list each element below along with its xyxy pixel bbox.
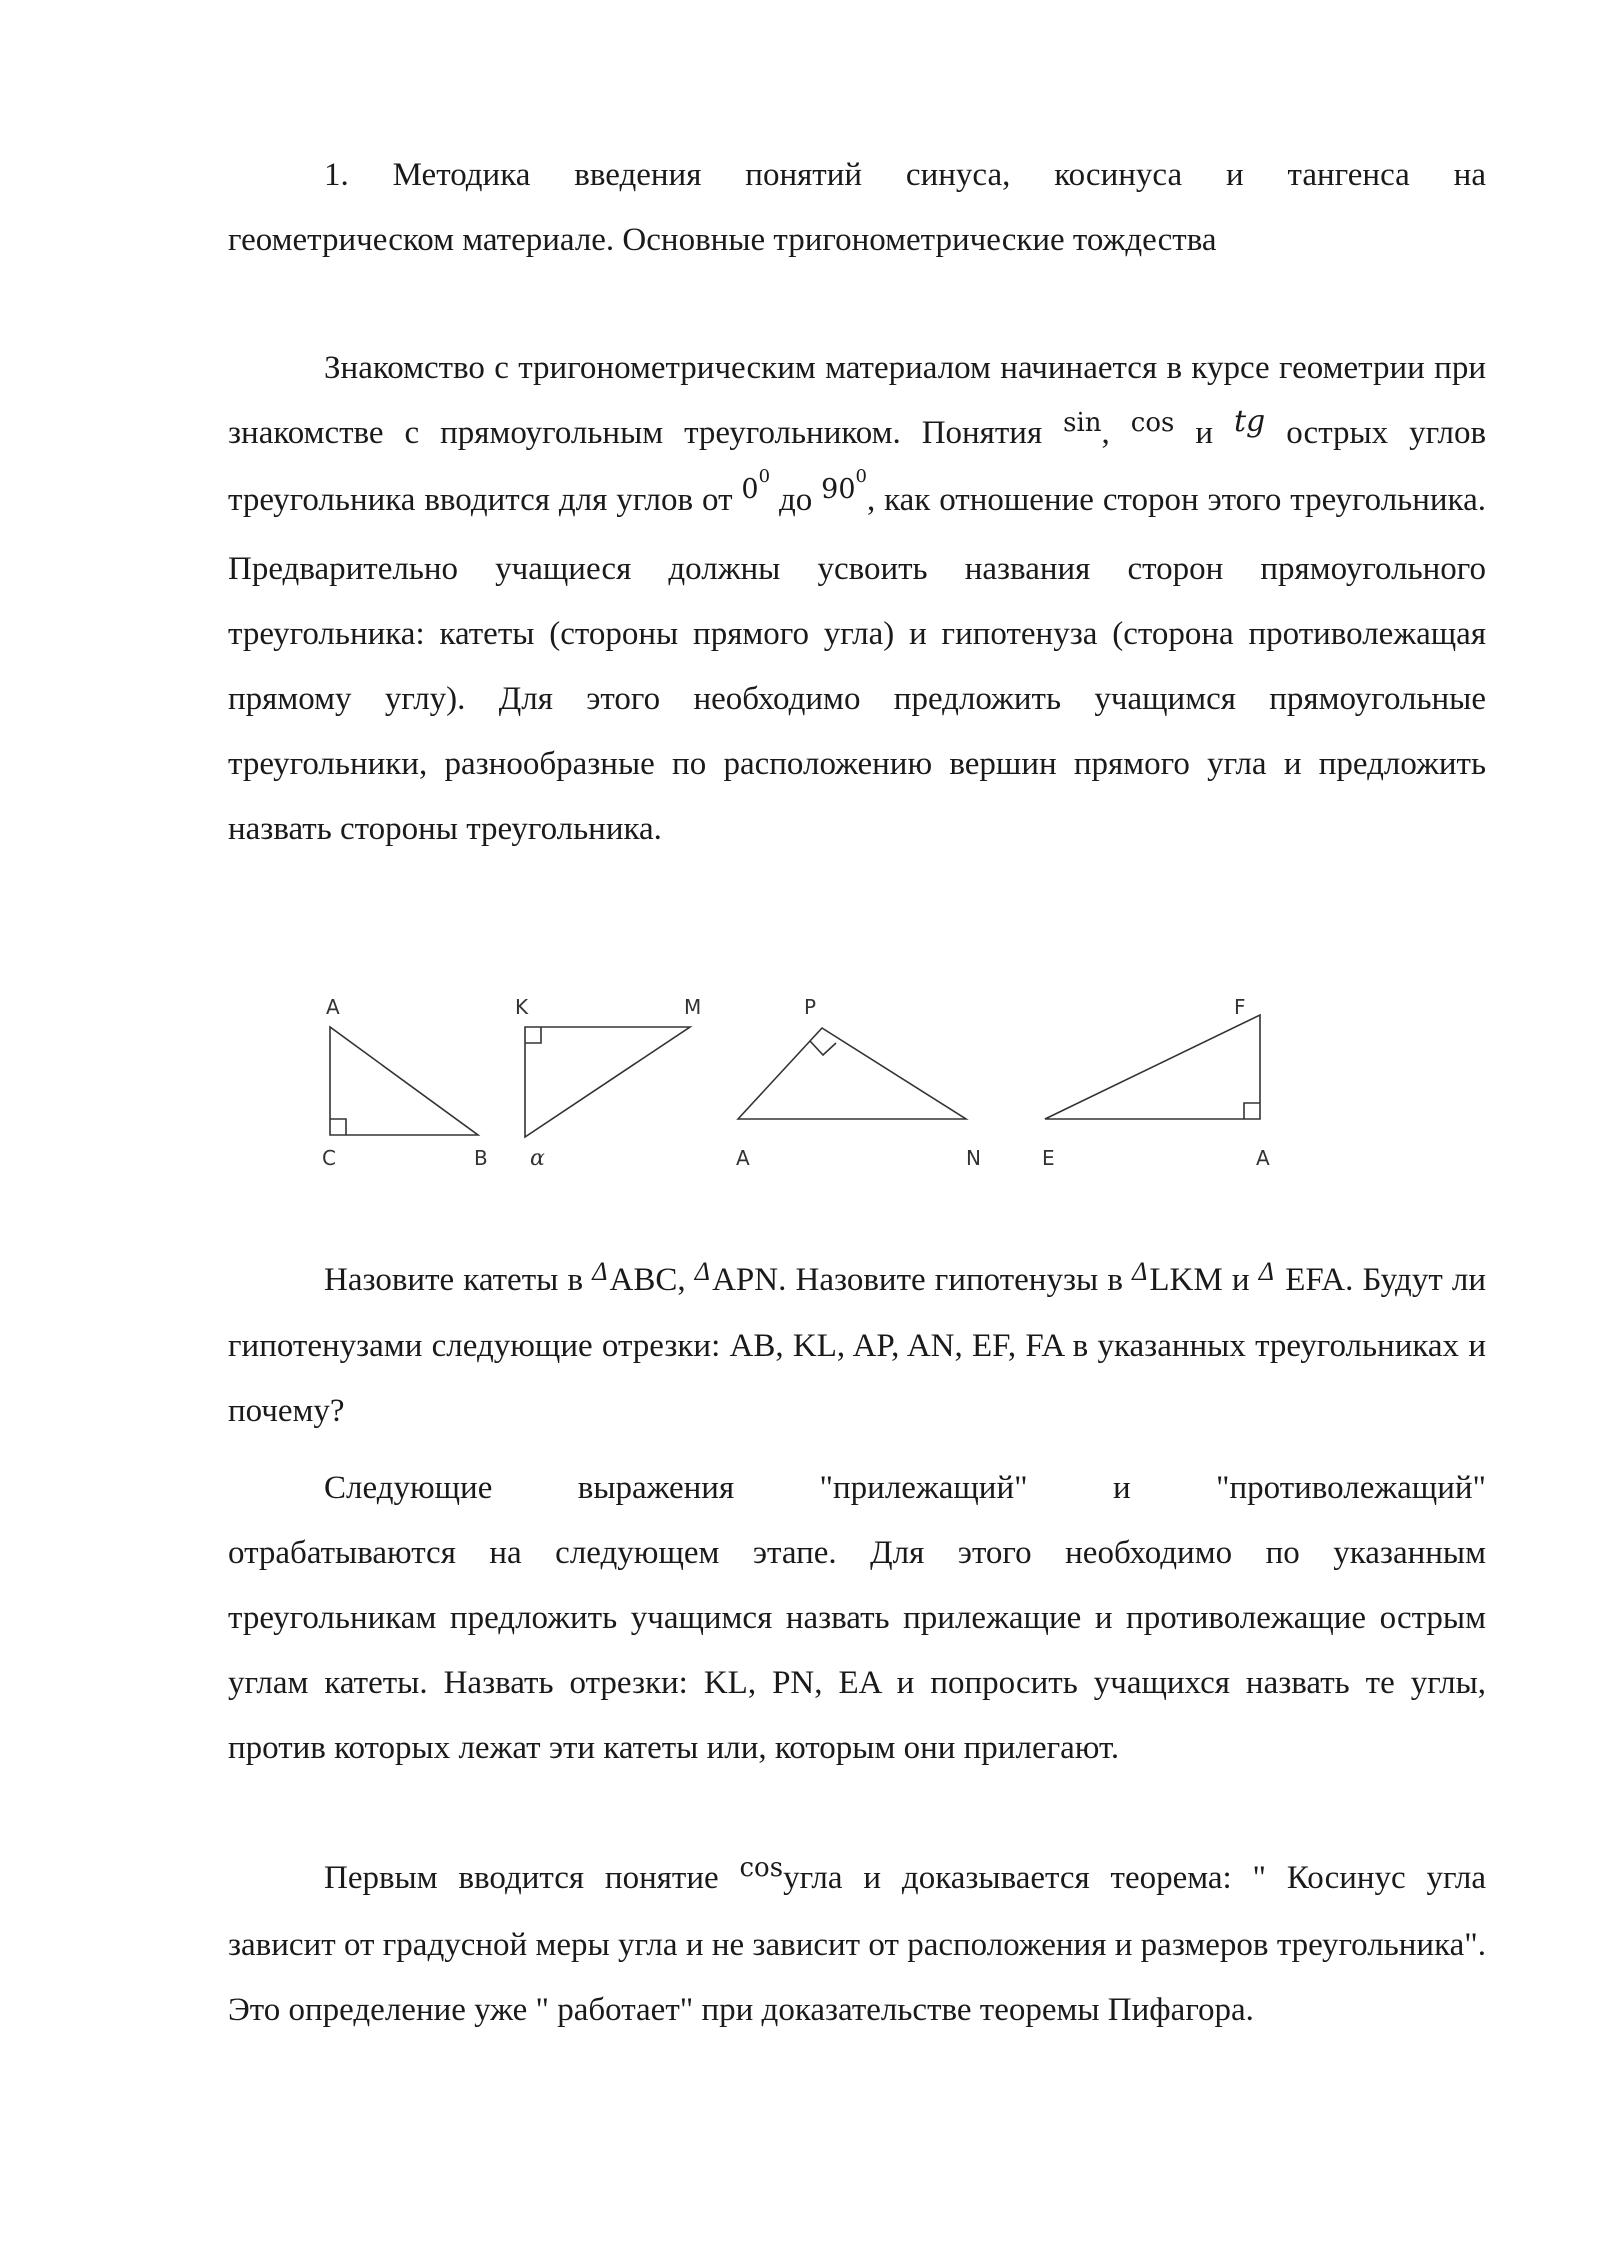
angle-to-value: 90 xyxy=(821,474,856,505)
label-a2: A xyxy=(736,1146,750,1170)
angle-from-value: 0 xyxy=(741,474,759,505)
cosine-text-2: угла и доказывается теорема: " Косинус угла зависит от градусной меры угла и не зависит от расположения и размеров треугольника". Это определение уже " работает" при доказательстве теоремы Пифагора. xyxy=(228,1860,1487,2028)
cos-function-2: cos xyxy=(739,1853,784,1883)
angle-from xyxy=(741,466,771,505)
triangle-klm xyxy=(525,1027,690,1137)
adjacent-text: отрабатываются на следующем этапе. Для этого необходимо по указанным треугольникам предложить учащимся назвать прилежащие и противолежащие острым углам катеты. Назвать отрезки: KL, PN, EA и попросить учащихся назвать те углы, против которых лежат эти катеты или, которым они прилегают. xyxy=(228,1535,1486,1766)
right-angle-mark-a xyxy=(1244,1103,1260,1119)
triangle-symbol: Δ xyxy=(592,1257,608,1286)
triangles-figure xyxy=(300,985,1300,1185)
question-apn: APN. Назовите гипотенузы в xyxy=(712,1262,1123,1298)
heading-line-1 xyxy=(228,143,1486,208)
label-m: M xyxy=(684,995,702,1019)
question-abc: ABC, xyxy=(609,1262,686,1298)
triangle-apn xyxy=(738,1028,966,1119)
cosine-paragraph xyxy=(228,1846,1486,2043)
question-lkm: LKM и xyxy=(1149,1262,1250,1298)
heading-line-1-text: 1. Методика введения понятий синуса, косинуса и тангенса на xyxy=(324,157,1486,193)
triangle-symbol: Δ xyxy=(1258,1257,1274,1286)
degree-superscript: 0 xyxy=(855,466,867,487)
heading-line-2 xyxy=(228,208,1486,273)
intro-text-1: Знакомство с тригонометрическим материалом начинается в курсе геометрии при знакомстве с прямоугольным треугольником. Понятия xyxy=(228,350,1486,451)
right-angle-mark-c xyxy=(330,1119,346,1135)
intro-to: до xyxy=(778,482,813,518)
label-f: F xyxy=(1234,995,1246,1019)
right-angle-mark-p xyxy=(810,1041,836,1055)
question-paragraph xyxy=(228,1248,1486,1444)
intro-and: и xyxy=(1195,415,1213,451)
intro-paragraph xyxy=(228,336,1486,862)
label-alpha: α xyxy=(530,1146,545,1171)
triangles-svg xyxy=(300,985,1300,1185)
angle-to xyxy=(821,466,867,505)
right-angle-mark-k xyxy=(525,1027,541,1043)
label-n: N xyxy=(966,1146,981,1170)
label-b: B xyxy=(474,1146,488,1170)
triangle-efa xyxy=(1045,1015,1260,1119)
label-a1: A xyxy=(326,995,340,1019)
sin-function: sin xyxy=(1063,408,1102,438)
label-c: C xyxy=(322,1146,336,1170)
cos-function: cos xyxy=(1130,408,1175,438)
tg-function: tg xyxy=(1233,404,1266,439)
triangle-symbol: Δ xyxy=(1132,1257,1148,1286)
intro-text-3: , как отношение сторон этого треугольника. Предварительно учащиеся должны усвоить названия сторон прямоугольного треугольника: катеты (стороны прямого угла) и гипотенуза (сторона противолежащая прямому углу). Для этого необходимо предложить учащимся прямоугольные треугольники, разнообразные по расположению вершин прямого угла и предложить назвать стороны треугольника. xyxy=(228,482,1486,847)
label-p: P xyxy=(804,995,817,1019)
cosine-text-1: Первым вводится понятие xyxy=(324,1860,719,1896)
triangle-symbol: Δ xyxy=(694,1257,711,1286)
adjacent-paragraph-first-line xyxy=(228,1456,1486,1521)
label-a3: A xyxy=(1256,1146,1270,1170)
heading-line-2-text: геометрическом материале. Основные тригонометрические тождества xyxy=(228,222,1217,258)
degree-superscript: 0 xyxy=(758,466,771,487)
intro-text-2: острых углов треугольника вводится для углов от xyxy=(228,415,1487,518)
label-e: E xyxy=(1042,1146,1055,1170)
label-k: K xyxy=(515,995,529,1019)
question-text-2: EFA. Будут ли гипотенузами следующие отрезки: AB, KL, AP, AN, EF, FA в указанных треугольниках и почему? xyxy=(228,1262,1487,1429)
intro-comma: , xyxy=(1101,415,1110,451)
triangle-abc xyxy=(330,1027,478,1135)
question-text-1: Назовите катеты в xyxy=(324,1262,584,1298)
adjacent-line-1: Следующие выражения "прилежащий" и "противолежащий" xyxy=(324,1470,1486,1506)
adjacent-paragraph xyxy=(228,1521,1486,1781)
